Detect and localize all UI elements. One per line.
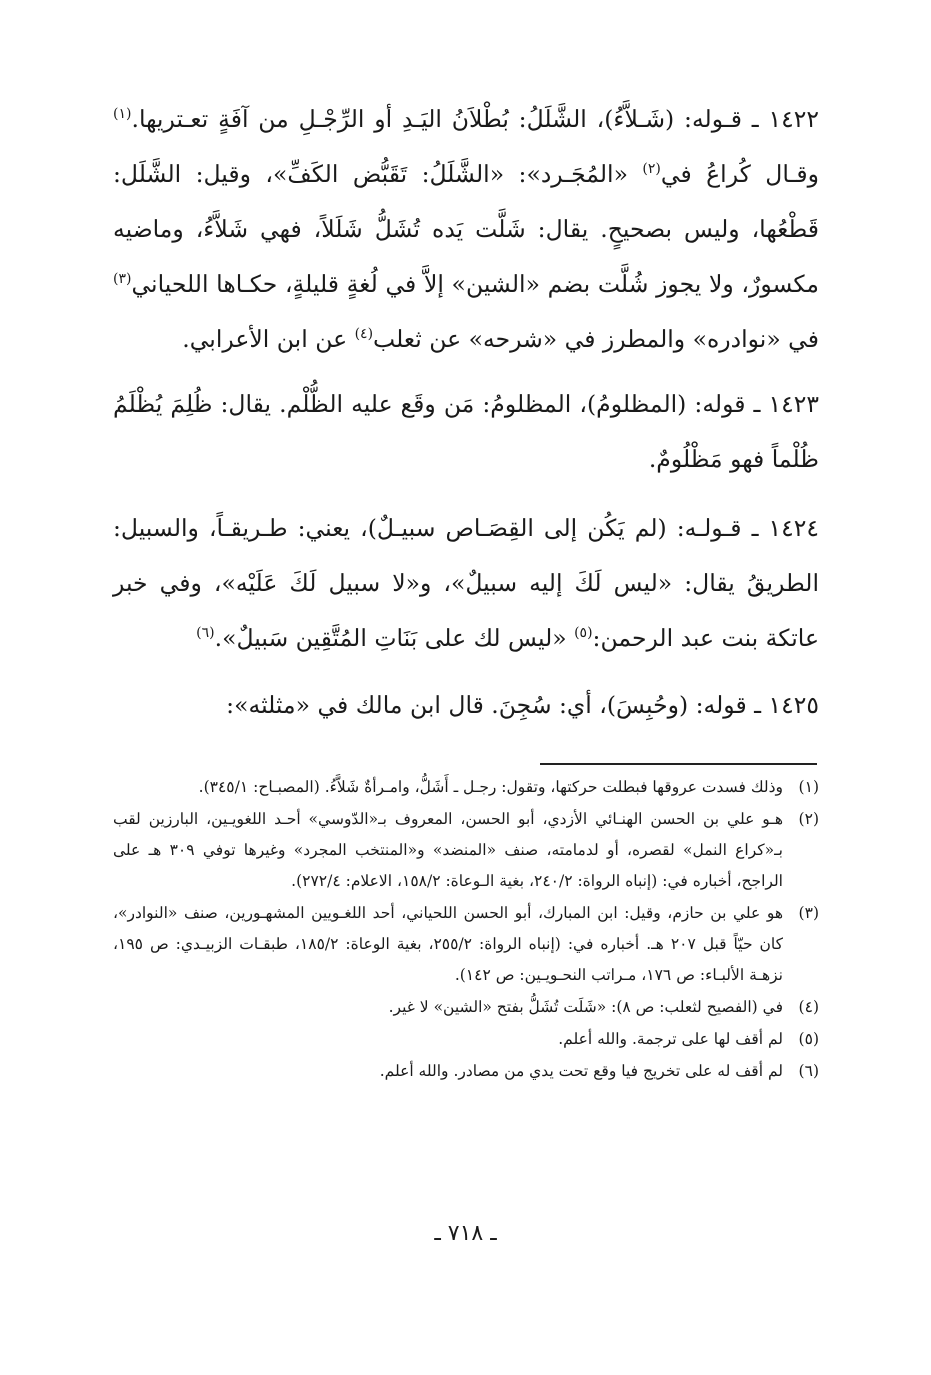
footnote-reference: (٦): [196, 625, 215, 642]
footnote-number: (٥): [798, 1030, 819, 1048]
footnote-2: [113, 804, 819, 897]
footnote-reference: (٤): [354, 326, 374, 343]
footnote-reference: (٣): [113, 271, 132, 288]
paragraph-text: «ليس لك على بَنَاتِ المُتَّقِين سَبيلٌ».: [214, 624, 575, 652]
footnote-3: [113, 898, 819, 991]
footnote-reference: (١): [113, 106, 132, 123]
footnote-reference: (٥): [574, 625, 593, 642]
footnote-1: [113, 772, 819, 803]
footnote-text: هـو علي بن الحسن الهنـائي الأزدي، أبو الحسن، المعروف بـ«الدّوسي» أحـد اللغويـين، البارزين لقب بـ«كراع النمل» لقصره، أو لدمامته، صنف «المنضد» و«المنتخب المجرد» وغيرها توفي ٣٠٩ هـ على الراجح، أخباره في: (إنباه الرواة: ٢٤٠/٢، بغية الـوعاة: ١٥٨/٢، الاعلام: ٢٧٢/٤).: [113, 810, 783, 890]
paragraph-text: «المُجَـرد»: «الشَّلَلُ: تَقَبُّض الكَفِّ»، وقيل: الشَّلَل: قَطْعُها، وليس بصحيحٍ. يقال: شَلَّت يَده تُشَلُّ شَلَلاً، فهي شَلاَّءُ، وماضيه مكسورٌ، ولا يجوز شُلَّت بضم «الشين» إلاَّ في لُغةٍ قليلةٍ، حكـاها اللحياني: [113, 160, 819, 298]
footnote-number: (٤): [798, 998, 819, 1016]
paragraph-text: ١٤٢٢ ـ قـوله: (شَـلاَّءُ)، الشَّلَلُ: بُطْلاَنُ اليَـدِ أو الرِّجْـلِ من آفَةٍ تعـتريها.: [131, 105, 819, 133]
footnote-text: لم أقف لها على ترجمة. والله أعلم.: [558, 1030, 783, 1048]
footnote-5: [113, 1024, 819, 1055]
footnote-number: (٢): [798, 810, 819, 828]
footnote-separator: [540, 763, 817, 765]
footnote-text: وذلك فسدت عروقها فبطلت حركتها، وتقول: رجـل ـ أَشَلُّ، وامـرأةٌ شَلاَّءُ. (المصبـاح: ٣٤٥/١).: [198, 778, 783, 796]
footnote-text: في (الفصيح لثعلب: ص ٨): «شَلَت تُشَلُّ بفتح «الشين» لا غير.: [388, 998, 783, 1016]
footnote-text: هو علي بن حازم، وقيل: ابن المبارك، أبو الحسن اللحياني، أحد اللغـويين المشهـورين، صنف «النوادر»، كان حيّاً قبل ٢٠٧ هـ. أخباره في: (إنباه الرواة: ٢٥٥/٢، بغية الوعاة: ١٨٥/٢، طبقـات الزبيـدي: ص ١٩٥، نزهـة الألبـاء: ص ١٧٦، مـراتب النحـويـين: ص ١٤٢).: [113, 904, 783, 984]
paragraph-1425: [113, 678, 819, 733]
paragraph-1422: [113, 92, 819, 367]
footnotes: [113, 772, 819, 1088]
page-number: ـ ٧١٨ ـ: [434, 1221, 497, 1246]
footnote-6: [113, 1056, 819, 1087]
footnote-number: (٦): [798, 1062, 819, 1080]
footnote-number: (٣): [798, 904, 819, 922]
main-text: [113, 92, 819, 747]
paragraph-text: ١٤٢٣ ـ قوله: (المظلومُ)، المظلومُ: مَن وقَع عليه الظُّلْم. يقال: ظُلِمَ يُظْلَمُ ظُلْماً فهو مَظْلُومٌ.: [113, 390, 819, 473]
paragraph-1423: [113, 377, 819, 487]
paragraph-text: ١٤٢٤ ـ قـولـه: (لم يَكُن إلى القِصَـاص سبيـلٌ)، يعني: طـريقـاً، والسبيل: الطريقُ يقال: «ليس لَكَ إليه سبيلٌ»، و«لا سبيل لَكَ عَلَيْه»، وفي خبر عاتكة بنت عبد الرحمن:: [113, 514, 819, 652]
paragraph-text: في «نوادره» والمطرز في «شرحه» عن ثعلب: [373, 325, 819, 353]
footnote-4: [113, 992, 819, 1023]
footnote-number: (١): [798, 778, 819, 796]
paragraph-text: وقـال كُراعُ في: [660, 160, 819, 188]
paragraph-1424: [113, 501, 819, 666]
footnote-text: لم أقف له على تخريج فيا وقع تحت يدي من مصادر. والله أعلم.: [379, 1062, 783, 1080]
paragraph-text: ١٤٢٥ ـ قوله: (وحُبِسَ)، أي: سُجِنَ. قال ابن مالك في «مثلثه»:: [226, 691, 819, 719]
footnote-reference: (٢): [642, 161, 661, 178]
paragraph-text: عن ابن الأعرابي.: [182, 325, 355, 353]
